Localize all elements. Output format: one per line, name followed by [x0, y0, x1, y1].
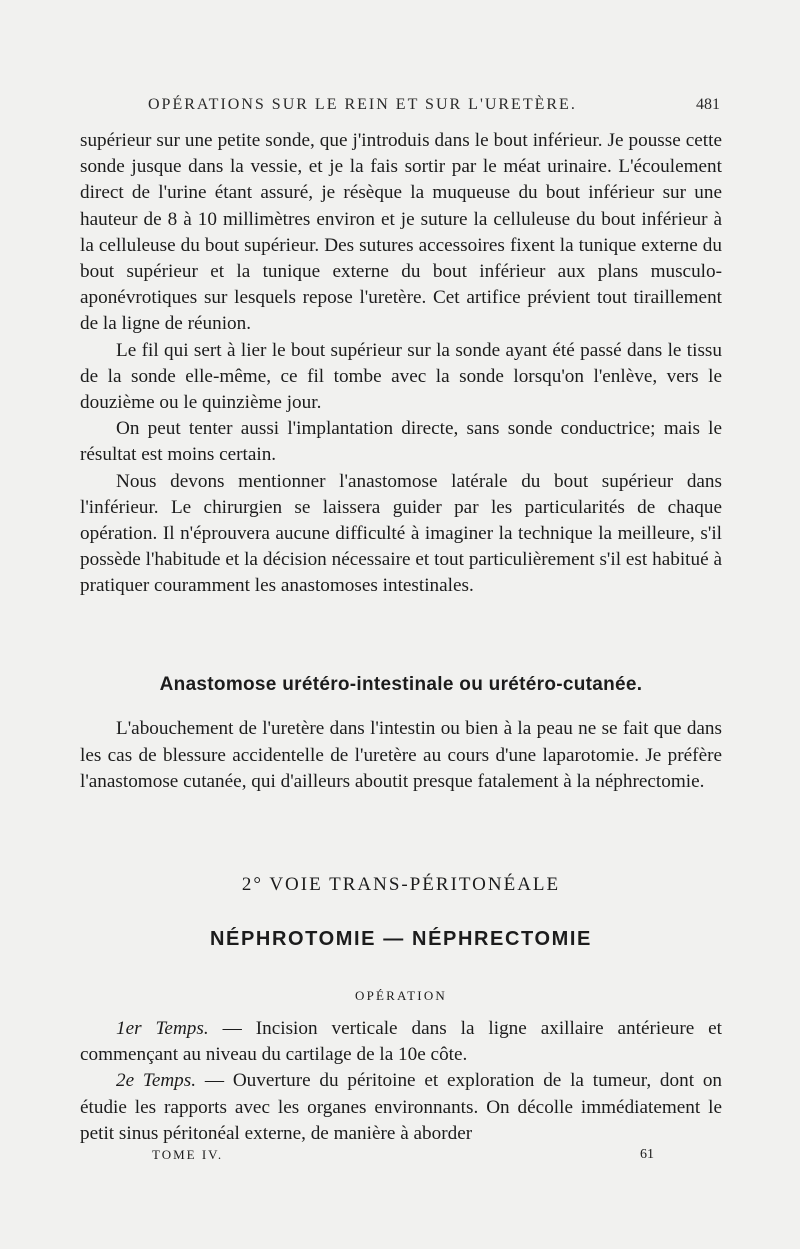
step-text: — Incision verticale dans la ligne axillaire antérieure et commençant au niveau du cartilage de la 10e côte.	[80, 1018, 723, 1066]
section-heading: Anastomose urétéro-intestinale ou urétéro-cutanée.	[159, 674, 643, 695]
page-number: 481	[696, 96, 720, 113]
step-paragraph	[80, 1068, 722, 1147]
body-text-top	[80, 128, 722, 600]
body-text-middle	[80, 716, 722, 796]
chapter-heading: 2° VOIE TRANS-PÉRITONÉALE	[241, 874, 561, 895]
paragraph: Nous devons mentionner l'anastomose latérale du bout supérieur dans l'inférieur. Le chirurgien se laissera guider par les particularités de chaque opération. Il n'éprouvera aucune difficulté à imaginer la technique la meilleure, s'il possède l'habitude et la décision nécessaire et tout particulièrement s'il est habitué à pratiquer couramment les anastomoses intestinales.	[80, 470, 722, 597]
step-text: — Ouverture du péritoine et exploration de la tumeur, dont on étudie les rapports avec les organes environnants. On décolle immédiatement le petit sinus péritonéal externe, de manière à aborder	[80, 1070, 723, 1144]
chapter-title: NÉPHROTOMIE — NÉPHRECTOMIE	[209, 928, 592, 950]
paragraph: On peut tenter aussi l'implantation directe, sans sonde conductrice; mais le résultat est moins certain.	[80, 418, 722, 466]
signature-mark: 61	[640, 1147, 654, 1162]
paragraph: Le fil qui sert à lier le bout supérieur sur la sonde ayant été passé dans le tissu de la sonde elle-même, ce fil tombe avec la sonde lorsqu'on l'enlève, vers le douzième ou le quinzième jour.	[80, 339, 722, 414]
running-title: OPÉRATIONS SUR LE REIN ET SUR L'URETÈRE.	[148, 96, 577, 113]
step-label: 2e Temps.	[116, 1070, 197, 1092]
step-label: 1er Temps.	[116, 1018, 209, 1039]
step-paragraph	[80, 1016, 722, 1068]
volume-label: TOME IV.	[152, 1147, 224, 1162]
operation-subheading: OPÉRATION	[354, 988, 448, 1003]
paragraph: L'abouchement de l'uretère dans l'intestin ou bien à la peau ne se fait que dans les cas de blessure accidentelle de l'uretère au cours d'une laparotomie. Je préfère l'anastomose cutanée, qui d'ailleurs aboutit presque fatalement à la néphrectomie.	[80, 718, 722, 793]
body-text-steps	[80, 1016, 722, 1147]
paragraph: supérieur sur une petite sonde, que j'introduis dans le bout inférieur. Je pousse cette sonde jusque dans la vessie, et je la fais sortir par le méat urinaire. L'écoulement direct de l'urine étant assuré, je résèque la muqueuse du bout inférieur sur une hauteur de 8 à 10 millimètres environ et je suture la celluleuse du bout inférieur à la celluleuse du bout supérieur. Des sutures accessoires fixent la tunique externe du bout supérieur et la tunique externe du bout inférieur aux plans musculo-aponévrotiques sur lesquels repose l'uretère. Cet artifice prévient tout tiraillement de la ligne de réunion.	[80, 130, 722, 335]
